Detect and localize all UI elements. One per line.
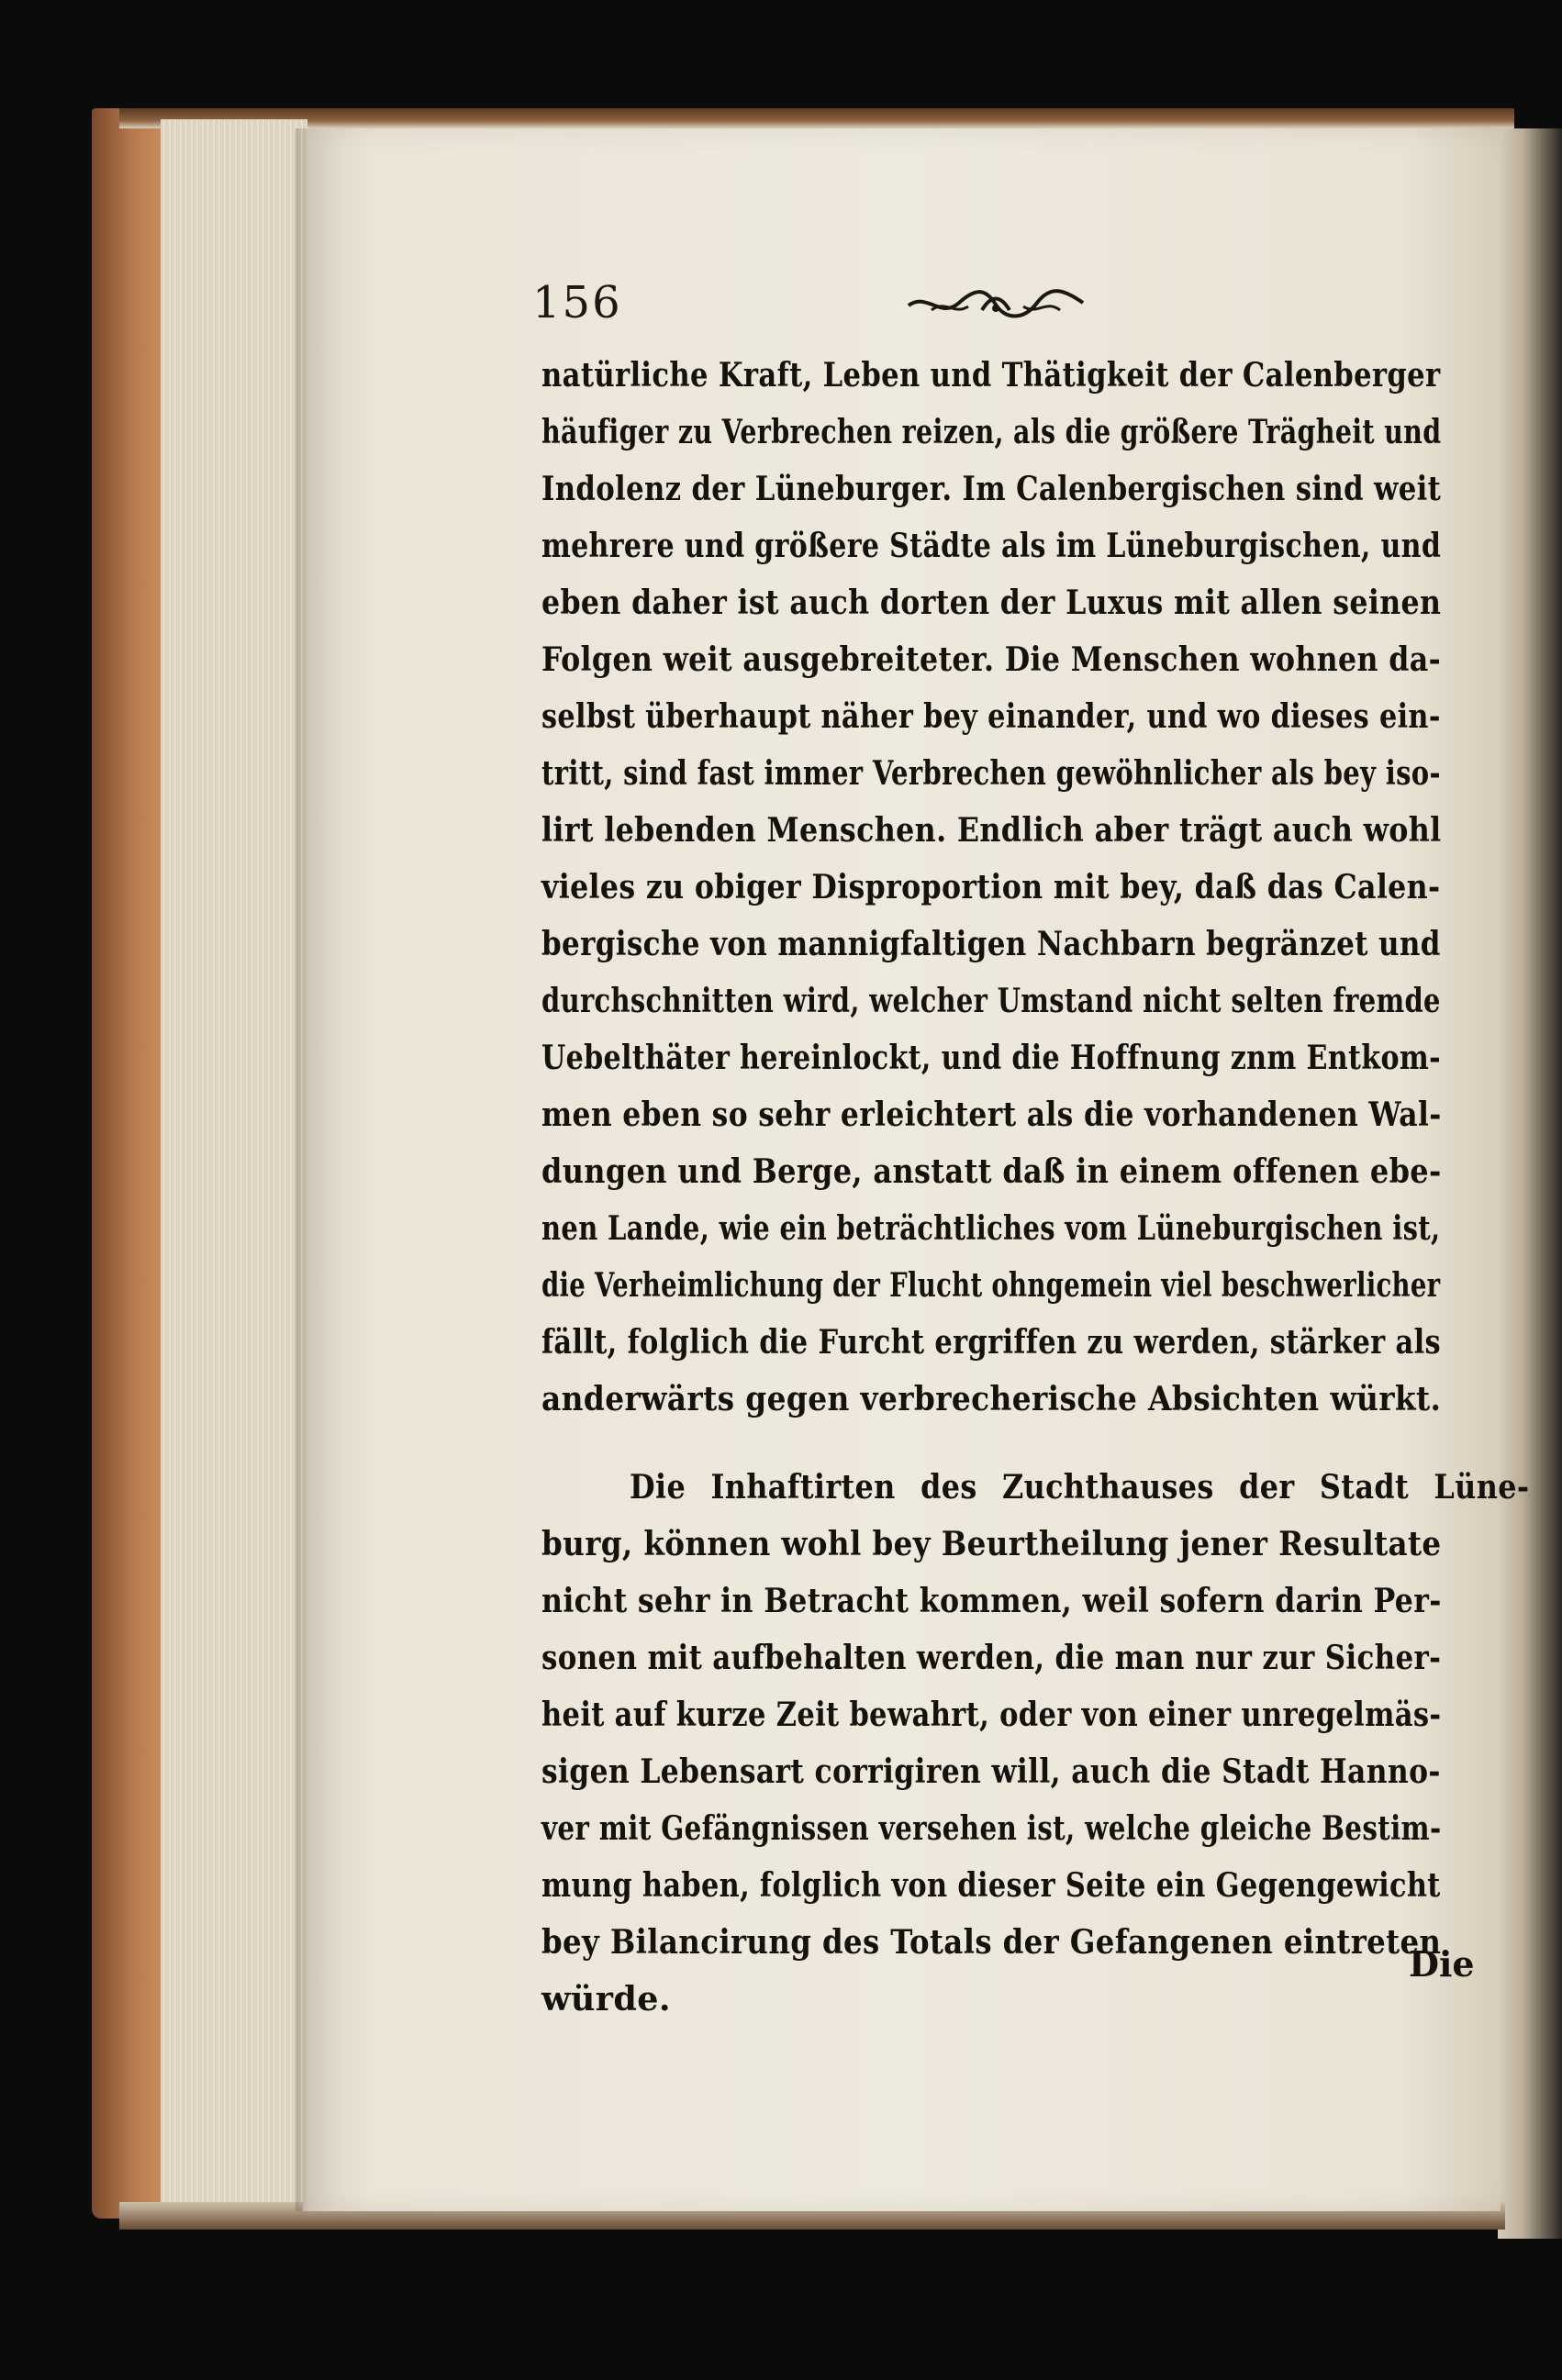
text-line: Folgen weit ausgebreiteter. Die Menschen wohnen da- xyxy=(541,639,1442,679)
vignette-ornament-icon xyxy=(904,283,1088,328)
text-line: Die Inhaftirten des Zuchthauses der Stadt Lüne- xyxy=(630,1467,1530,1507)
facing-page-edge xyxy=(1498,128,1562,2239)
gutter-shadow xyxy=(296,128,308,2211)
text-line: ver mit Gefängnissen versehen ist, welche gleiche Bestim- xyxy=(541,1808,1442,1848)
text-line: häufiger zu Verbrechen reizen, als die größere Trägheit und xyxy=(541,412,1442,451)
text-line: lirt lebenden Menschen. Endlich aber trägt auch wohl xyxy=(541,810,1442,850)
text-line: nicht sehr in Betracht kommen, weil sofern darin Per- xyxy=(541,1581,1442,1620)
text-line: sonen mit aufbehalten werden, die man nur zur Sicher- xyxy=(541,1638,1442,1677)
text-line: anderwärts gegen verbrecherische Absichten würkt. xyxy=(541,1379,1442,1418)
text-line: vieles zu obiger Disproportion mit bey, daß das Calen- xyxy=(541,867,1441,906)
text-line: würde. xyxy=(541,1979,672,2019)
text-line: fällt, folglich die Furcht ergriffen zu werden, stärker als xyxy=(541,1322,1441,1362)
text-line: mung haben, folglich von dieser Seite ein Gegengewicht xyxy=(541,1865,1441,1905)
text-line: burg, können wohl bey Beurtheilung jener Resultate xyxy=(541,1524,1442,1563)
text-line: die Verheimlichung der Flucht ohngemein viel beschwerlicher xyxy=(541,1265,1441,1305)
text-line: Uebelthäter hereinlockt, und die Hoffnung znm Entkom- xyxy=(541,1038,1442,1077)
text-line: mehrere und größere Städte als im Lüneburgischen, und xyxy=(541,526,1442,565)
paragraph-2 xyxy=(541,1459,1530,2028)
text-line: heit auf kurze Zeit bewahrt, oder von einer unregelmäs- xyxy=(541,1695,1442,1734)
text-line: dungen und Berge, anstatt daß in einem offenen ebe- xyxy=(541,1151,1442,1191)
text-line: men eben so sehr erleichtert als die vorhandenen Wal- xyxy=(541,1095,1442,1134)
page-body-text xyxy=(541,347,1530,2028)
text-line: nen Lande, wie ein beträchtliches vom Lüneburgischen ist, xyxy=(541,1208,1441,1248)
text-line: natürliche Kraft, Leben und Thätigkeit der Calenberger xyxy=(541,355,1441,395)
text-line: bergische von mannigfaltigen Nachbarn begränzet und xyxy=(541,924,1441,963)
text-line: sigen Lebensart corrigiren will, auch die Stadt Hanno- xyxy=(541,1752,1441,1791)
text-line: Indolenz der Lüneburger. Im Calenbergischen sind weit xyxy=(541,469,1442,508)
text-line: tritt, sind fast immer Verbrechen gewöhnlicher als bey iso- xyxy=(541,753,1441,793)
book-top-edge xyxy=(119,108,1514,128)
paragraph-1 xyxy=(541,347,1441,1428)
text-line: durchschnitten wird, welcher Umstand nicht selten fremde xyxy=(541,981,1441,1020)
catchword: Die xyxy=(1409,1943,1475,1985)
text-line: selbst überhaupt näher bey einander, und wo dieses ein- xyxy=(541,696,1441,736)
page-number: 156 xyxy=(532,277,622,328)
page-stack-edge xyxy=(161,119,307,2211)
text-line: eben daher ist auch dorten der Luxus mit allen seinen xyxy=(541,583,1442,622)
text-line: bey Bilancirung des Totals der Gefangenen eintreten xyxy=(541,1922,1442,1962)
